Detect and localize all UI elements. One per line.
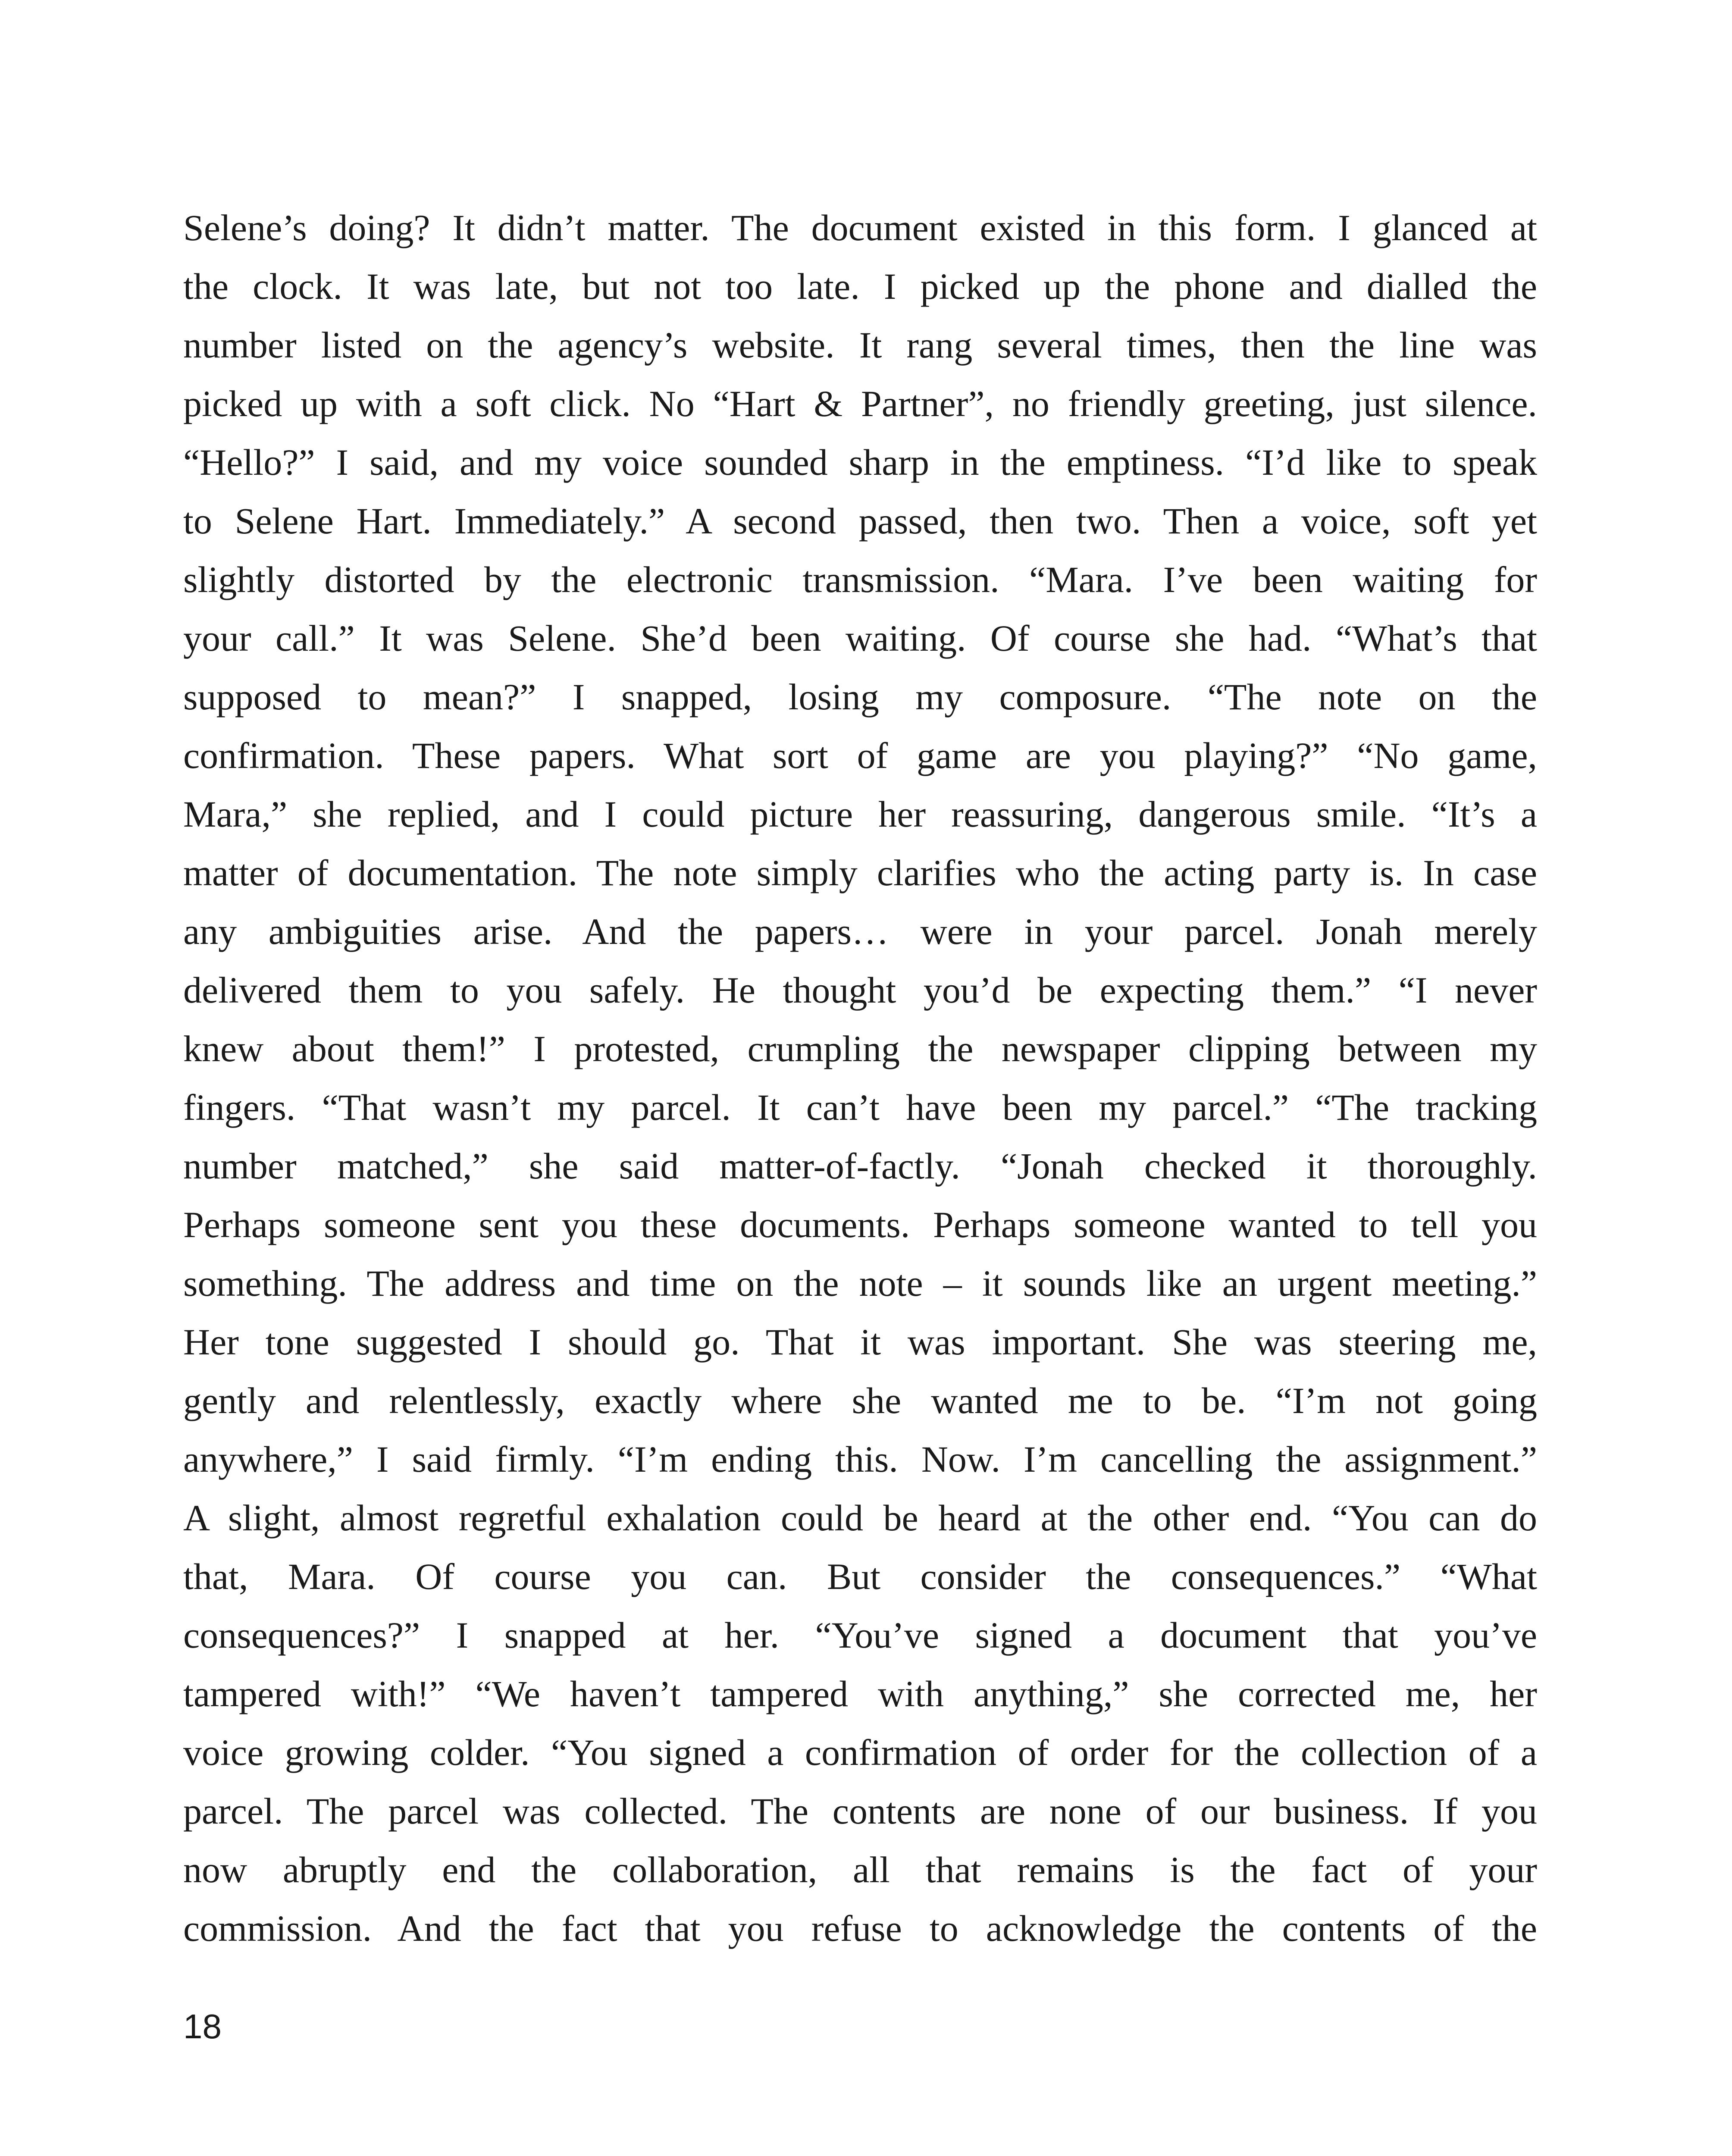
text-line: something. The address and time on the note – it sounds like an urgent meeting.” (183, 1263, 1537, 1304)
text-line: A slight, almost regretful exhalation could be heard at the other end. “You can do (183, 1497, 1537, 1539)
text-line: number listed on the agency’s website. It rang several times, then the line was (183, 324, 1537, 366)
text-line: gently and relentlessly, exactly where she wanted me to be. “I’m not going (183, 1380, 1537, 1421)
text-line: anywhere,” I said firmly. “I’m ending this. Now. I’m cancelling the assignment.” (183, 1438, 1537, 1480)
text-line: matter of documentation. The note simply clarifies who the acting party is. In case (183, 852, 1537, 893)
text-line: picked up with a soft click. No “Hart & Partner”, no friendly greeting, just silence. (183, 383, 1537, 424)
text-line: any ambiguities arise. And the papers… were in your parcel. Jonah merely (183, 911, 1537, 952)
text-line: number matched,” she said matter-of-factly. “Jonah checked it thoroughly. (183, 1145, 1537, 1187)
text-line: commission. And the fact that you refuse to acknowledge the contents of the (183, 1908, 1537, 1949)
text-line: now abruptly end the collaboration, all that remains is the fact of your (183, 1849, 1537, 1890)
text-line: Her tone suggested I should go. That it was important. She was steering me, (183, 1321, 1537, 1363)
text-line: knew about them!” I protested, crumpling the newspaper clipping between my (183, 1028, 1537, 1069)
text-line: Selene’s doing? It didn’t matter. The document existed in this form. I glanced at (183, 207, 1537, 248)
text-line: supposed to mean?” I snapped, losing my composure. “The note on the (183, 676, 1537, 718)
text-line: “Hello?” I said, and my voice sounded sharp in the emptiness. “I’d like to speak (183, 442, 1537, 483)
text-line: voice growing colder. “You signed a confirmation of order for the collection of a (183, 1732, 1537, 1773)
text-line: fingers. “That wasn’t my parcel. It can’t have been my parcel.” “The tracking (183, 1087, 1537, 1128)
text-line: Perhaps someone sent you these documents. Perhaps someone wanted to tell you (183, 1204, 1537, 1245)
text-line: delivered them to you safely. He thought you’d be expecting them.” “I never (183, 969, 1537, 1011)
text-line: Mara,” she replied, and I could picture her reassuring, dangerous smile. “It’s a (183, 793, 1537, 835)
text-line: parcel. The parcel was collected. The contents are none of our business. If you (183, 1790, 1537, 1832)
body-text (183, 198, 1537, 1958)
text-line: tampered with!” “We haven’t tampered with anything,” she corrected me, her (183, 1673, 1537, 1714)
text-line: that, Mara. Of course you can. But consider the consequences.” “What (183, 1556, 1537, 1597)
text-line: confirmation. These papers. What sort of game are you playing?” “No game, (183, 735, 1537, 776)
page-number: 18 (183, 2007, 222, 2046)
text-line: consequences?” I snapped at her. “You’ve signed a document that you’ve (183, 1614, 1537, 1656)
text-line: to Selene Hart. Immediately.” A second passed, then two. Then a voice, soft yet (183, 500, 1537, 542)
text-line: the clock. It was late, but not too late. I picked up the phone and dialled the (183, 266, 1537, 307)
text-line: slightly distorted by the electronic transmission. “Mara. I’ve been waiting for (183, 559, 1537, 600)
text-line: your call.” It was Selene. She’d been waiting. Of course she had. “What’s that (183, 617, 1537, 659)
